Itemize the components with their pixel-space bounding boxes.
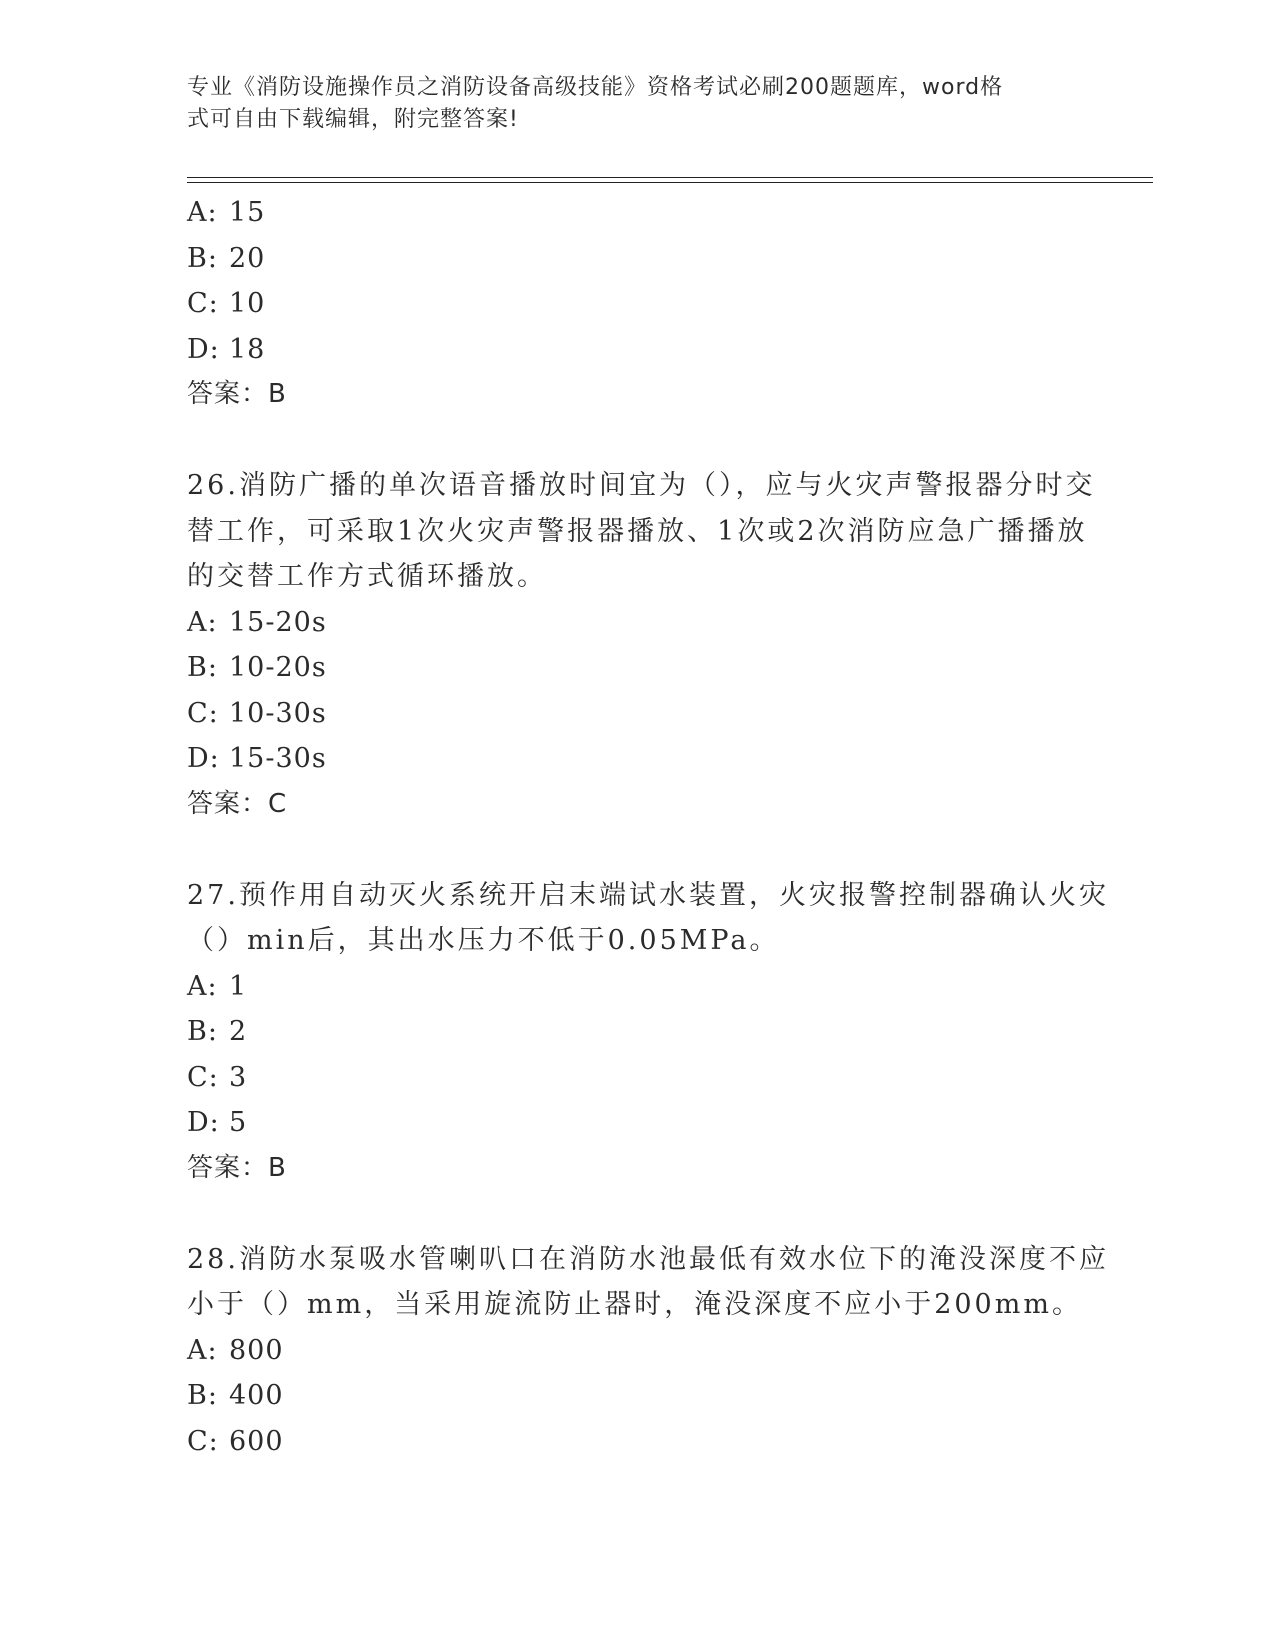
option-key: D: [187,1107,220,1138]
option-key: A: [187,970,218,1002]
question-text-line: 27.预作用自动灭火系统开启末端试水装置，火灾报警控制器确认火灾 [187,879,1109,911]
option-b [187,1009,1087,1055]
option-key: C: [187,697,219,729]
document-header [187,72,1067,136]
option-b [187,645,1087,691]
option-key: A: [187,197,218,228]
option-a [187,1328,1087,1374]
option-value: 600 [229,1425,284,1457]
question-text-line: 小于（）mm，当采用旋流防止器时，淹没深度不应小于200mm。 [187,1289,1082,1320]
option-c [187,281,1087,327]
question-text-line: 28.消防水泵吸水管喇叭口在消防水池最低有效水位下的淹没深度不应 [187,1243,1109,1275]
option-key: D: [187,743,220,774]
option-d [187,736,1087,782]
option-c [187,1419,1087,1465]
option-a [187,964,1087,1010]
option-value: 3 [229,1061,248,1093]
option-key: C: [187,288,219,319]
option-a [187,600,1087,646]
header-divider-top [187,177,1153,178]
option-key: A: [187,606,218,638]
option-b [187,236,1087,282]
option-value: 10 [229,288,266,319]
option-value: 5 [229,1107,248,1138]
option-d [187,1100,1087,1146]
question-26 [187,463,1096,827]
option-key: D: [187,333,220,365]
question-25 [187,190,1087,418]
option-value: 15-20s [229,606,327,638]
option-value: 10-20s [229,652,327,683]
option-key: B: [187,242,218,274]
question-text-line: （）min后，其出水压力不低于0.05MPa。 [187,925,780,956]
option-key: B: [187,1016,218,1047]
option-key: B: [187,1380,218,1411]
question-28 [187,1237,1109,1465]
question-text-line: 替工作，可采取1次火灾声警报器播放、1次或2次消防应急广播播放 [187,515,1088,547]
option-value: 10-30s [229,697,327,729]
option-a [187,190,1087,236]
option-key: C: [187,1425,219,1457]
option-b [187,1373,1087,1419]
answer-line: 答案：B [187,379,287,409]
option-value: 800 [229,1334,284,1366]
option-value: 20 [229,242,266,274]
option-value: 1 [229,970,248,1002]
option-c [187,1055,1087,1101]
header-line-2: 式可自由下载编辑，附完整答案! [187,107,519,132]
option-value: 2 [229,1016,248,1047]
option-value: 15 [229,197,266,228]
option-c [187,691,1087,737]
option-key: C: [187,1061,219,1093]
option-key: B: [187,652,218,683]
question-text-line: 26.消防广播的单次语音播放时间宜为（），应与火灾声警报器分时交 [187,470,1096,501]
option-value: 15-30s [229,743,327,774]
option-d [187,327,1087,373]
header-line-1: 专业《消防设施操作员之消防设备高级技能》资格考试必刷200题题库，word格 [187,75,1004,100]
option-key: A: [187,1334,218,1366]
answer-line: 答案：B [187,1152,287,1183]
header-divider-bottom [187,182,1153,183]
question-text-line: 的交替工作方式循环播放。 [187,561,547,592]
question-content [187,190,1109,1464]
option-value: 18 [229,333,266,365]
question-27 [187,873,1109,1192]
option-value: 400 [229,1380,284,1411]
answer-line: 答案：C [187,788,288,819]
